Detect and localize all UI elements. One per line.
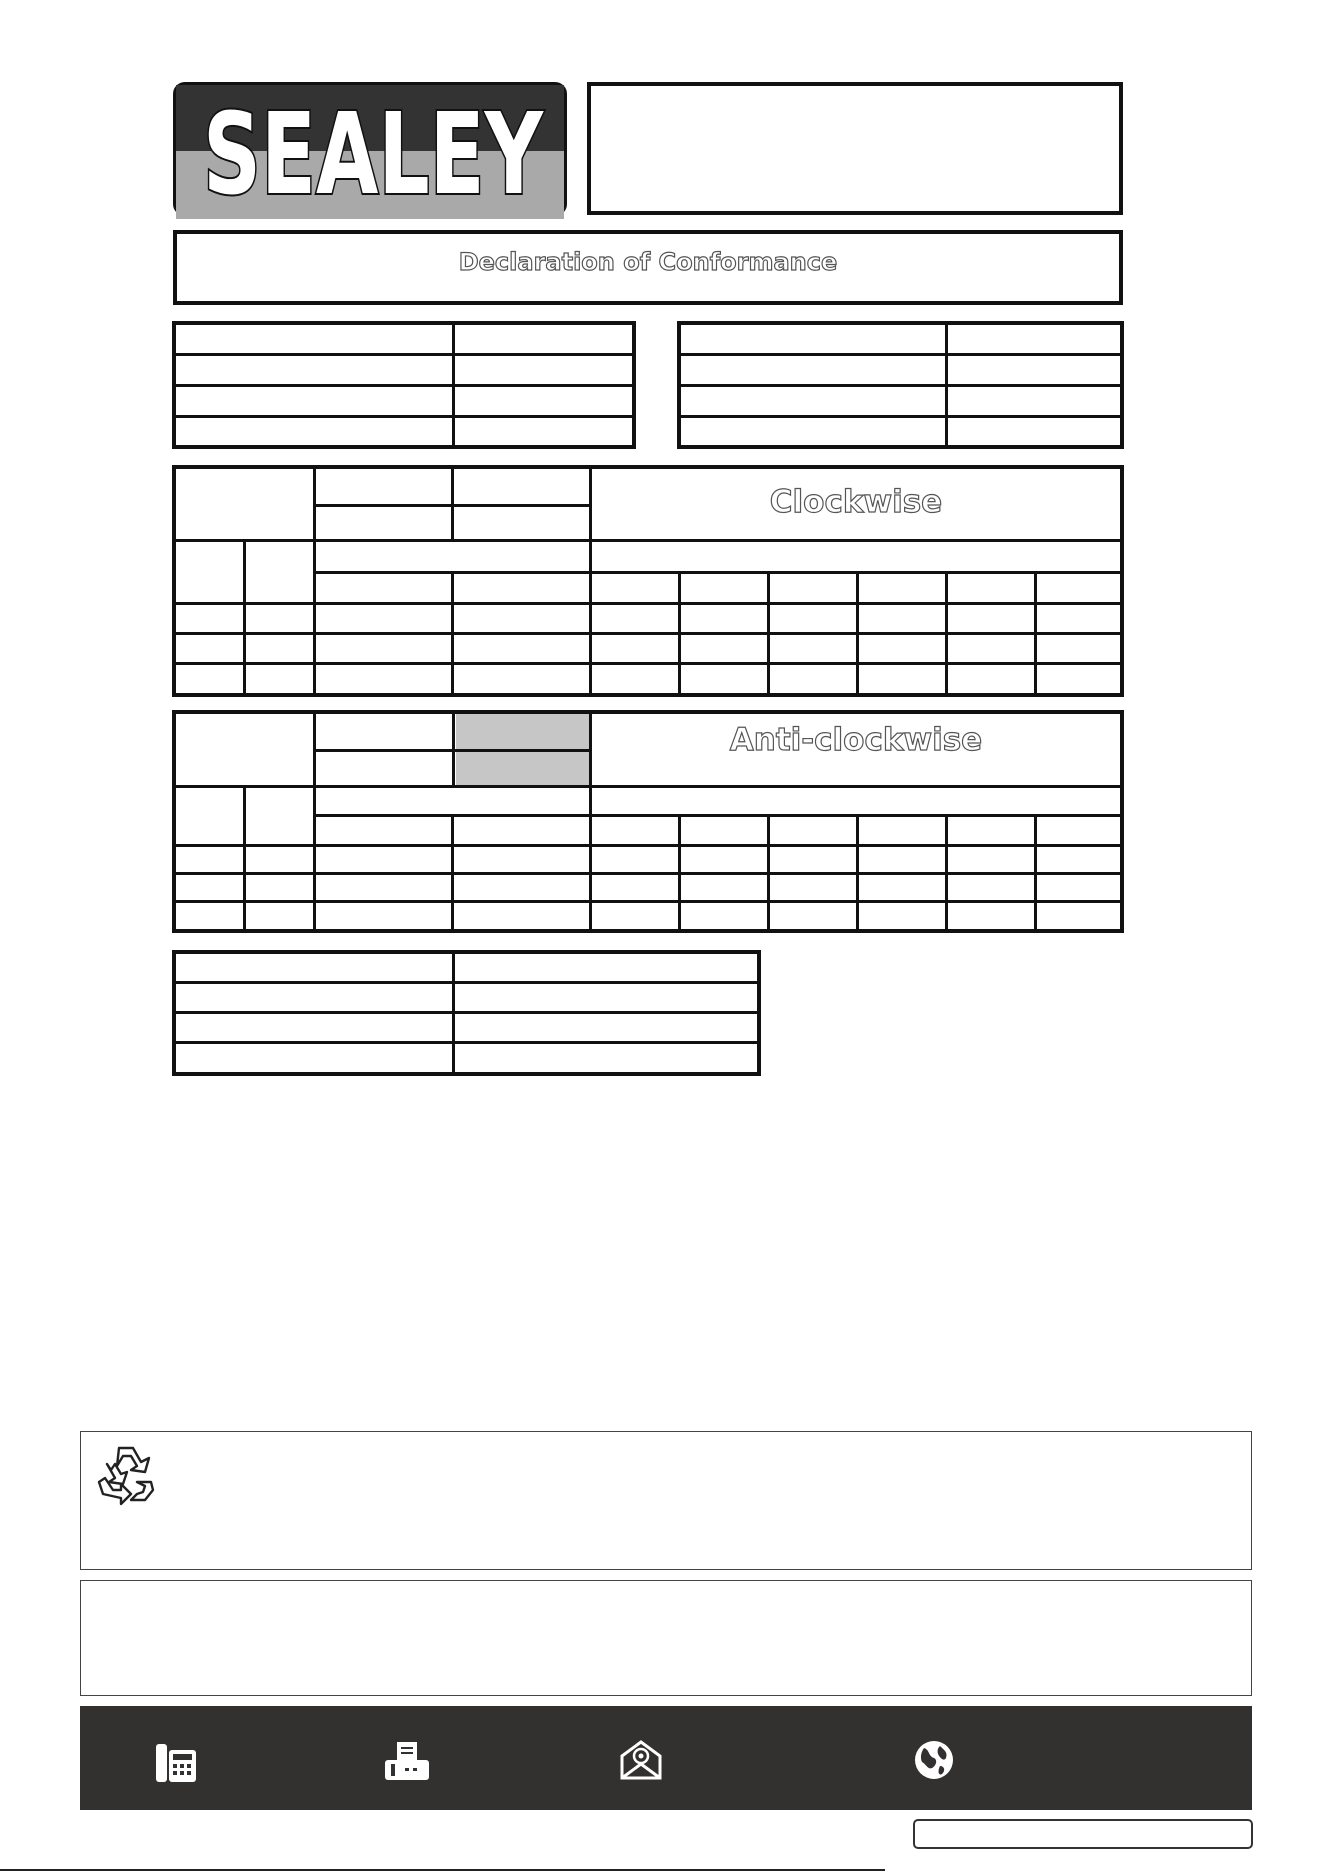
page-bottom-rule [0, 1869, 885, 1871]
email-icon [618, 1738, 664, 1782]
recycle-icon [93, 1442, 159, 1506]
clockwise-label: Clockwise [769, 484, 943, 520]
title-box [173, 230, 1123, 305]
contact-footer [80, 1706, 1252, 1810]
globe-icon [912, 1738, 956, 1782]
telephone-icon [154, 1742, 198, 1784]
anticlockwise-table [172, 710, 1124, 933]
document-reference-box [913, 1819, 1253, 1849]
logo-wordmark: SEALEY [203, 90, 545, 220]
info-table-left [172, 321, 636, 449]
signature-table [172, 950, 761, 1076]
note-box [80, 1580, 1252, 1696]
recycling-box [80, 1431, 1252, 1570]
anticlockwise-label: Anti-clockwise [729, 722, 983, 758]
fax-icon [383, 1740, 431, 1782]
info-table-right [677, 321, 1124, 449]
clockwise-table [172, 465, 1124, 697]
document-title: Declaration of Conformance [458, 248, 838, 276]
header-info-box [587, 82, 1123, 215]
sealey-logo [173, 82, 567, 220]
